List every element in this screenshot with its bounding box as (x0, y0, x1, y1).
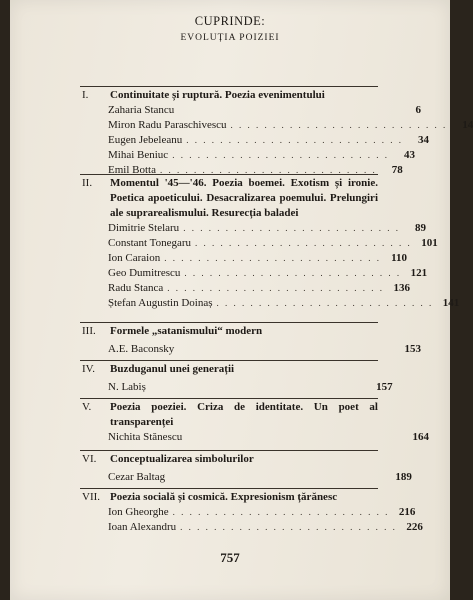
divider (80, 398, 378, 399)
toc-entry (80, 103, 422, 118)
section-number: IV. (82, 363, 95, 375)
contents-heading: CUPRINDE: (194, 14, 266, 28)
page-ref: 141 (442, 297, 460, 309)
author-name: Ion Caraion (108, 252, 161, 264)
toc-section-1 (80, 88, 473, 178)
toc-entry (80, 266, 428, 281)
leader-dots: . . . . . . . . . . . . . . . . . . . . . . . . . . (230, 120, 448, 130)
author-name: Ioan Alexandru (108, 521, 177, 533)
section-number: II. (82, 177, 93, 189)
author-name: Radu Stanca (108, 282, 164, 294)
section-title: Poezia socială și cosmică. Expresionism țărănesc (110, 491, 338, 503)
section-title: Momentul '45—'46. Poezia boemei. Exotism și ironie. Poetica apoeticului. Desacralizarea poemului. Prelungiri ale suprarealismului. Resurecția baladei (110, 177, 378, 219)
leader-dots: . . . . . . . . . . . . . . . . . . . . . . . . . . (183, 223, 400, 233)
section-title: Conceptualizarea simbolurilor (110, 453, 254, 465)
divider (80, 174, 378, 175)
page-ref: 78 (391, 164, 403, 176)
author-name: Geo Dumitrescu (108, 267, 181, 279)
toc-entry (80, 221, 426, 236)
author-name: Dimitrie Stelaru (108, 222, 180, 234)
page-ref: 89 (414, 222, 426, 234)
page-ref: 157 (376, 381, 393, 393)
leader-dots: . . . . . . . . . . . . . . . . . . . . . . . . . . (159, 165, 377, 175)
section-number: III. (82, 325, 96, 337)
leader-dots: . . . . . . . . . . . . . . . . . . . . . . . . . . (172, 150, 389, 160)
author-name: Zaharia Stancu (108, 104, 175, 116)
page-ref: 101 (421, 237, 438, 249)
page-number: 757 (220, 550, 240, 565)
divider (80, 450, 378, 451)
leader-dots: . . . . . . . . . . . . . . . . . . . . . . . . . . (195, 238, 412, 248)
contents-subheading: EVOLUȚIA POIZIEI (180, 33, 280, 43)
leader-dots: . . . . . . . . . . . . . . . . . . . . . . . . . . (172, 507, 390, 517)
author-name: N. Labiș (108, 381, 146, 393)
page-ref: 164 (412, 431, 429, 443)
section-title: Formele „satanismului“ modern (110, 325, 263, 337)
toc-section-2 (80, 176, 460, 311)
toc-entry (80, 296, 460, 311)
author-name: Cezar Baltag (108, 471, 166, 483)
page-ref: 14 (462, 119, 473, 131)
toc-section-5 (80, 400, 429, 445)
toc-entry (80, 281, 411, 296)
toc-entry (80, 520, 423, 535)
section-title: Buzduganul unei generații (110, 363, 235, 375)
author-name: Constant Tonegaru (108, 237, 192, 249)
author-name: Miron Radu Paraschivescu (108, 119, 227, 131)
section-number: V. (82, 401, 92, 413)
divider (80, 322, 378, 323)
section-title: Poezia poeziei. Criza de identitate. Un poet al transparenței (110, 401, 378, 428)
book-page (10, 0, 473, 600)
toc-section-6 (80, 452, 412, 485)
author-name: Eugen Jebeleanu (108, 134, 183, 146)
author-name: Ion Gheorghe (108, 506, 169, 518)
toc-entry (80, 236, 438, 251)
page-ref: 216 (398, 506, 416, 518)
author-name: Emil Botta (108, 164, 156, 176)
page-ref: 189 (395, 471, 412, 483)
toc-section-3 (80, 324, 422, 357)
author-name: Nichita Stănescu (108, 431, 183, 443)
author-name: Mihai Beniuc (108, 149, 169, 161)
page-ref: 6 (415, 104, 422, 116)
toc-entry (80, 133, 429, 148)
author-name: A.E. Baconsky (108, 343, 175, 355)
toc-section-7 (80, 490, 423, 535)
page-ref: 226 (406, 521, 423, 533)
leader-dots: . . . . . . . . . . . . . . . . . . . . . . . . . . (180, 522, 397, 532)
toc-entry (80, 470, 412, 485)
page-ref: 153 (404, 343, 422, 355)
toc-section-4 (80, 362, 393, 395)
toc-entry (80, 430, 429, 445)
leader-dots: . . . . . . . . . . . . . . . . . . . . . . . . . . (164, 253, 381, 263)
page-ref: 34 (417, 134, 429, 146)
divider (80, 488, 378, 489)
leader-dots: . . . . . . . . . . . . . . . . . . . . . . . . . . (167, 283, 385, 293)
section-number: VI. (82, 453, 97, 465)
section-number: I. (82, 89, 89, 101)
toc-entry (80, 118, 473, 133)
toc-entry (80, 148, 415, 163)
leader-dots: . . . . . . . . . . . . . . . . . . . . . . . . . . (216, 298, 434, 308)
page-ref: 136 (393, 282, 411, 294)
divider (80, 360, 378, 361)
section-number: VII. (82, 491, 101, 503)
page-ref: 110 (391, 252, 407, 264)
divider (80, 86, 378, 87)
toc-entry (80, 251, 407, 266)
page-ref: 43 (403, 149, 415, 161)
page-ref: 121 (410, 267, 428, 279)
leader-dots: . . . . . . . . . . . . . . . . . . . . . . . . . . (184, 268, 402, 278)
toc-entry (80, 505, 416, 520)
section-title: Continuitate și ruptură. Poezia evenimentului (110, 89, 325, 101)
toc-entry (80, 380, 393, 395)
author-name: Ștefan Augustin Doinaș (108, 297, 213, 309)
leader-dots: . . . . . . . . . . . . . . . . . . . . . . . . . . (186, 135, 403, 145)
toc-entry (80, 342, 422, 357)
